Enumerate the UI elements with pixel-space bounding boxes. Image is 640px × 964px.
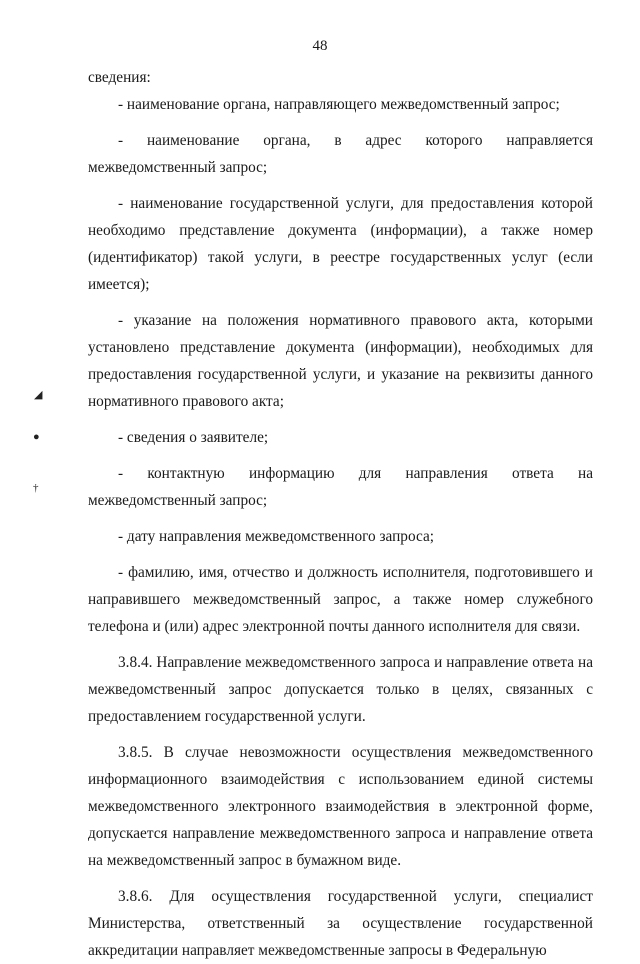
paragraph-intro: сведения: xyxy=(88,69,151,86)
list-item-applicant: - сведения о заявителе; xyxy=(118,429,269,446)
list-item-legal-act: - указание на положения нормативного правового акта, которыми установлено представление документа (информации), необходимых для предоставления государственной услуги, и указание на реквизиты данного нормативного правового акта; xyxy=(88,312,593,410)
scan-mark: † xyxy=(33,482,39,494)
paragraph-3-8-6: 3.8.6. Для осуществления государственной услуги, специалист Министерства, ответственный за осуществление государственной аккредитации направляет межведомственные запросы в Федеральную xyxy=(88,888,593,959)
document-body xyxy=(88,64,593,964)
list-item-service-name: - наименование государственной услуги, для предоставления которой необходимо представление документа (информации), а также номер (идентификатор) такой услуги, в реестре государственных услуг (если имеется); xyxy=(88,195,593,293)
list-item-request-date: - дату направления межведомственного запроса; xyxy=(118,528,434,545)
paragraph-3-8-4: 3.8.4. Направление межведомственного запроса и направление ответа на межведомственный запрос допускается только в целях, связанных с предоставлением государственной услуги. xyxy=(88,654,593,725)
list-item-addressee-body: - наименование органа, в адрес которого направляется межведомственный запрос; xyxy=(88,132,593,176)
list-item-executor: - фамилию, имя, отчество и должность исполнителя, подготовившего и направившего межведомственный запрос, а также номер служебного телефона и (или) адрес электронной почты данного исполнителя для связи. xyxy=(88,564,593,635)
page-number: 48 xyxy=(312,38,328,54)
scan-mark: ● xyxy=(33,431,40,443)
list-item-requesting-body: - наименование органа, направляющего межведомственный запрос; xyxy=(118,96,560,113)
paragraph-3-8-5: 3.8.5. В случае невозможности осуществления межведомственного информационного взаимодействия с использованием единой системы межведомственного электронного взаимодействия в электронной форме, допускается направление межведомственного запроса и направление ответа на межведомственный запрос в бумажном виде. xyxy=(88,744,593,869)
list-item-contact-info: - контактную информацию для направления ответа на межведомственный запрос; xyxy=(88,465,593,509)
scan-mark: ◢ xyxy=(34,389,43,401)
